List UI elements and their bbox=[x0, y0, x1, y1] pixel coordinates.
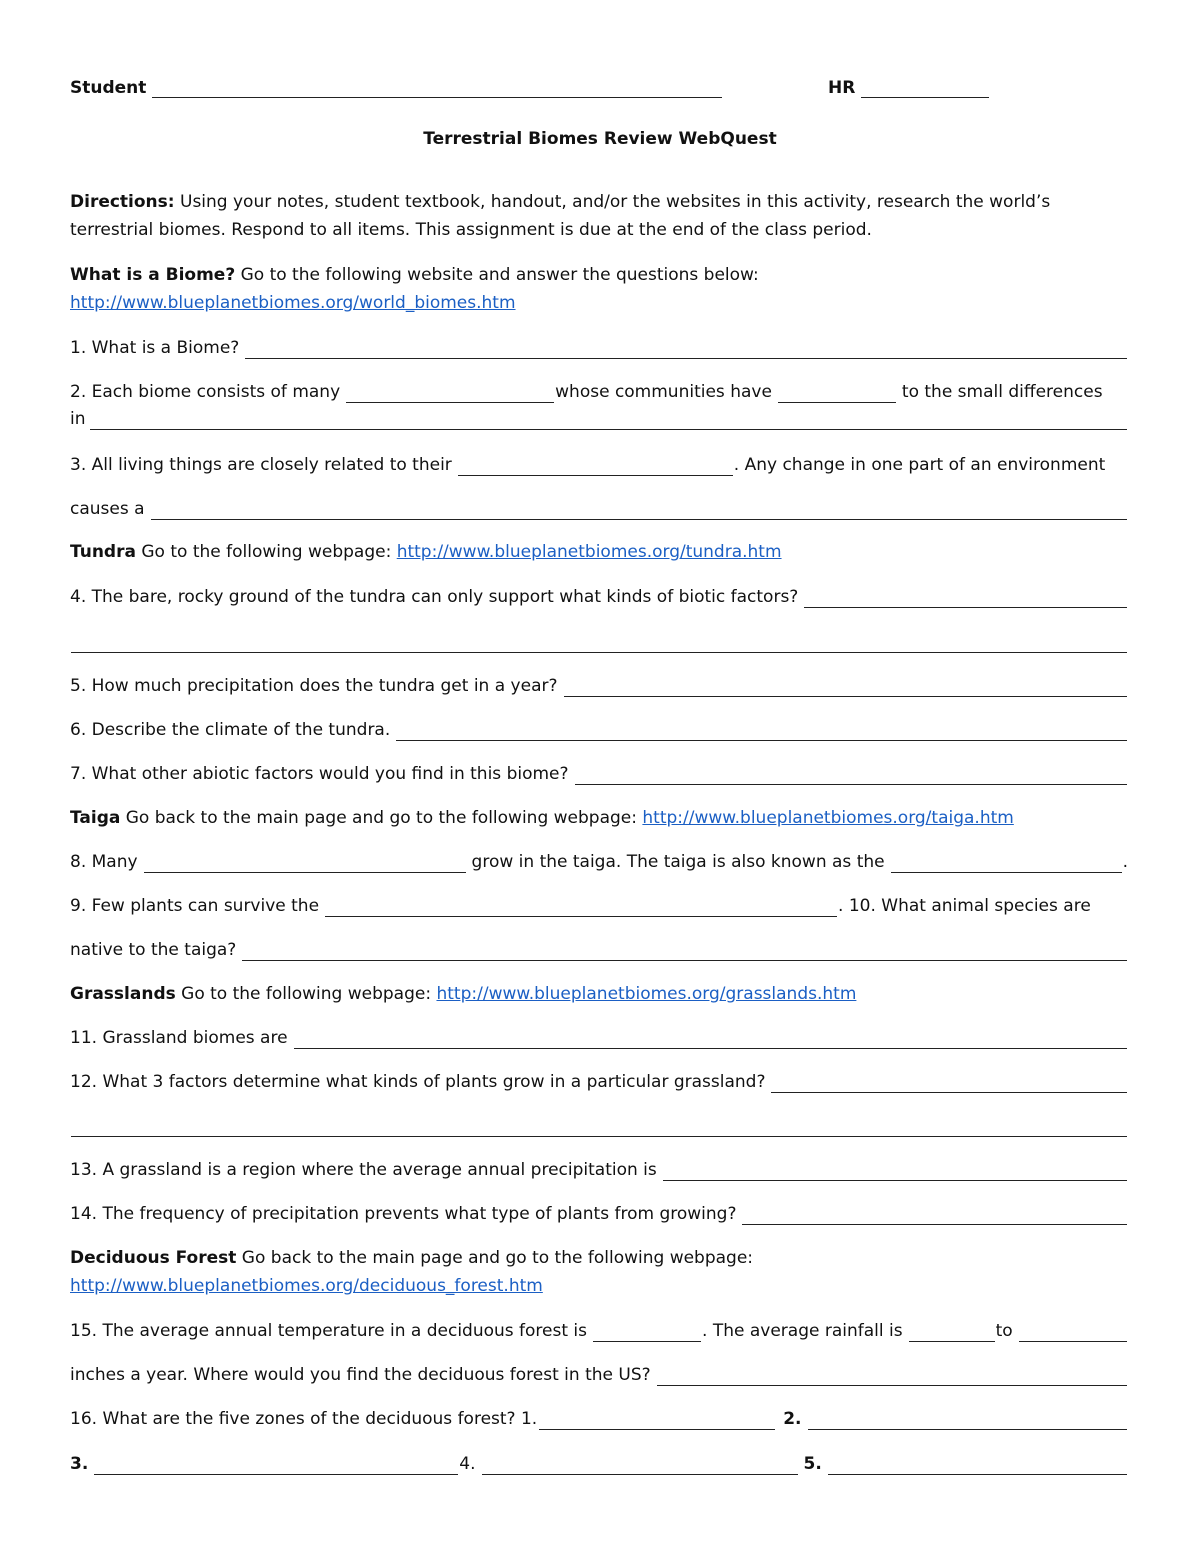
deciduous-forest-link[interactable]: http://www.blueplanetbiomes.org/deciduous_forest.htm bbox=[70, 1276, 543, 1296]
answer-3a-blank[interactable] bbox=[458, 457, 733, 476]
question-13-text: 13. A grassland is a region where the average annual precipitation is bbox=[70, 1160, 657, 1180]
directions-text-2: terrestrial biomes. Respond to all items. This assignment is due at the end of the class period. bbox=[70, 220, 872, 240]
question-1 bbox=[70, 333, 1128, 359]
zone-5-label: 5. bbox=[803, 1454, 822, 1474]
question-2-text-a: 2. Each biome consists of many bbox=[70, 382, 341, 402]
answer-14-blank[interactable] bbox=[742, 1206, 1127, 1225]
answer-12a-blank[interactable] bbox=[771, 1074, 1127, 1093]
section-grasslands-label: Grasslands bbox=[70, 984, 176, 1004]
question-15-text-b: . The average rainfall is bbox=[702, 1321, 903, 1341]
question-15-text-d: inches a year. Where would you find the deciduous forest in the US? bbox=[70, 1365, 651, 1385]
question-5-text: 5. How much precipitation does the tundra get in a year? bbox=[70, 676, 558, 696]
question-8 bbox=[70, 847, 1128, 873]
zone-4-blank[interactable] bbox=[482, 1456, 798, 1475]
question-9-text-b: . 10. What animal species are bbox=[838, 896, 1091, 916]
hr-row bbox=[828, 72, 990, 98]
question-13 bbox=[70, 1155, 1128, 1181]
directions-line-2 bbox=[70, 215, 1128, 241]
answer-15a-blank[interactable] bbox=[593, 1323, 701, 1342]
section-biome-text: Go to the following website and answer the questions below: bbox=[235, 265, 759, 285]
answer-13-blank[interactable] bbox=[663, 1162, 1127, 1181]
question-11-text: 11. Grassland biomes are bbox=[70, 1028, 288, 1048]
question-3-continued bbox=[70, 494, 1128, 520]
question-12 bbox=[70, 1067, 1128, 1093]
zone-3-blank[interactable] bbox=[94, 1456, 458, 1475]
answer-3b-blank[interactable] bbox=[151, 501, 1127, 520]
section-taiga-text: Go back to the main page and go to the following webpage: bbox=[120, 808, 643, 828]
question-3-text-c: causes a bbox=[70, 499, 145, 519]
question-6 bbox=[70, 715, 1128, 741]
answer-8a-blank[interactable] bbox=[144, 854, 466, 873]
zone-1-blank[interactable] bbox=[539, 1411, 775, 1430]
answer-4a-blank[interactable] bbox=[804, 589, 1127, 608]
question-4 bbox=[70, 582, 1128, 608]
section-biome-label: What is a Biome? bbox=[70, 265, 236, 285]
section-grasslands-heading bbox=[70, 979, 1128, 1005]
question-15-text-c: to bbox=[995, 1321, 1013, 1341]
student-name-row bbox=[70, 72, 723, 98]
grasslands-link[interactable]: http://www.blueplanetbiomes.org/grasslands.htm bbox=[436, 984, 857, 1004]
question-1-text: 1. What is a Biome? bbox=[70, 338, 240, 358]
question-8-text-c: . bbox=[1122, 852, 1128, 872]
question-2-text-c: to the small differences bbox=[901, 382, 1103, 402]
question-16 bbox=[70, 1404, 1128, 1430]
question-11 bbox=[70, 1023, 1128, 1049]
section-deciduous-text: Go back to the main page and go to the following webpage: bbox=[236, 1248, 754, 1268]
question-15 bbox=[70, 1316, 1128, 1342]
directions-text-1: Using your notes, student textbook, handout, and/or the websites in this activity, research the world’s bbox=[174, 192, 1051, 212]
answer-15d-blank[interactable] bbox=[657, 1367, 1127, 1386]
question-4-continued bbox=[70, 627, 1128, 653]
tundra-link[interactable]: http://www.blueplanetbiomes.org/tundra.htm bbox=[396, 542, 782, 562]
question-7-text: 7. What other abiotic factors would you find in this biome? bbox=[70, 764, 569, 784]
answer-15c-blank[interactable] bbox=[1019, 1323, 1127, 1342]
answer-7-blank[interactable] bbox=[575, 766, 1127, 785]
hr-blank[interactable] bbox=[861, 79, 989, 98]
question-2-text-b: whose communities have bbox=[555, 382, 772, 402]
answer-12b-blank[interactable] bbox=[71, 1118, 1127, 1137]
question-8-text-b: grow in the taiga. The taiga is also known as the bbox=[471, 852, 885, 872]
question-16-text: 16. What are the five zones of the deciduous forest? 1. bbox=[70, 1409, 538, 1429]
answer-15b-blank[interactable] bbox=[909, 1323, 995, 1342]
section-taiga-heading bbox=[70, 803, 1128, 829]
page-title: Terrestrial Biomes Review WebQuest bbox=[423, 129, 777, 149]
world-biomes-link[interactable]: http://www.blueplanetbiomes.org/world_biomes.htm bbox=[70, 293, 516, 313]
question-9-text-a: 9. Few plants can survive the bbox=[70, 896, 320, 916]
zone-3-label: 3. bbox=[70, 1454, 89, 1474]
zone-5-blank[interactable] bbox=[828, 1456, 1127, 1475]
question-15-text-a: 15. The average annual temperature in a deciduous forest is bbox=[70, 1321, 588, 1341]
question-2 bbox=[70, 377, 1128, 403]
section-tundra-heading bbox=[70, 537, 1128, 563]
question-3 bbox=[70, 450, 1128, 476]
taiga-link[interactable]: http://www.blueplanetbiomes.org/taiga.htm bbox=[642, 808, 1014, 828]
answer-10-blank[interactable] bbox=[242, 942, 1127, 961]
section-taiga-label: Taiga bbox=[70, 808, 121, 828]
hr-label: HR bbox=[828, 78, 856, 98]
section-deciduous-label: Deciduous Forest bbox=[70, 1248, 237, 1268]
answer-2c-blank[interactable] bbox=[90, 411, 1128, 430]
student-name-blank[interactable] bbox=[152, 79, 722, 98]
directions-line-1 bbox=[70, 187, 1128, 213]
answer-5-blank[interactable] bbox=[564, 678, 1128, 697]
section-grasslands-text: Go to the following webpage: bbox=[175, 984, 437, 1004]
answer-11-blank[interactable] bbox=[294, 1030, 1127, 1049]
question-14 bbox=[70, 1199, 1128, 1225]
question-10-text: native to the taiga? bbox=[70, 940, 237, 960]
section-tundra-text: Go to the following webpage: bbox=[135, 542, 397, 562]
question-9 bbox=[70, 891, 1128, 917]
question-12-text: 12. What 3 factors determine what kinds of plants grow in a particular grassland? bbox=[70, 1072, 766, 1092]
zone-2-blank[interactable] bbox=[808, 1411, 1128, 1430]
answer-4b-blank[interactable] bbox=[71, 634, 1127, 653]
question-8-text-a: 8. Many bbox=[70, 852, 138, 872]
zone-4-label: 4. bbox=[459, 1454, 476, 1474]
question-4-text: 4. The bare, rocky ground of the tundra can only support what kinds of biotic factors? bbox=[70, 587, 799, 607]
question-16-continued bbox=[70, 1449, 1128, 1475]
student-label: Student bbox=[70, 78, 147, 98]
question-7 bbox=[70, 759, 1128, 785]
section-biome-heading bbox=[70, 260, 1128, 286]
answer-6-blank[interactable] bbox=[396, 722, 1127, 741]
section-tundra-label: Tundra bbox=[70, 542, 136, 562]
question-2-continued bbox=[70, 404, 1128, 430]
answer-9-blank[interactable] bbox=[325, 898, 837, 917]
zone-2-label: 2. bbox=[783, 1409, 802, 1429]
question-15-continued bbox=[70, 1360, 1128, 1386]
section-biome-link-row bbox=[70, 288, 1128, 314]
question-10 bbox=[70, 935, 1128, 961]
question-2-text-d: in bbox=[70, 409, 86, 429]
question-3-text-a: 3. All living things are closely related to their bbox=[70, 455, 452, 475]
question-14-text: 14. The frequency of precipitation prevents what type of plants from growing? bbox=[70, 1204, 737, 1224]
question-5 bbox=[70, 671, 1128, 697]
directions-label: Directions: bbox=[70, 192, 175, 212]
question-3-text-b: . Any change in one part of an environment bbox=[733, 455, 1106, 475]
question-6-text: 6. Describe the climate of the tundra. bbox=[70, 720, 391, 740]
answer-1-blank[interactable] bbox=[245, 340, 1127, 359]
section-deciduous-heading bbox=[70, 1243, 1128, 1269]
answer-2a-blank[interactable] bbox=[346, 384, 554, 403]
answer-2b-blank[interactable] bbox=[778, 384, 896, 403]
section-deciduous-link-row bbox=[70, 1271, 1128, 1297]
answer-8b-blank[interactable] bbox=[891, 854, 1122, 873]
question-12-continued bbox=[70, 1111, 1128, 1137]
